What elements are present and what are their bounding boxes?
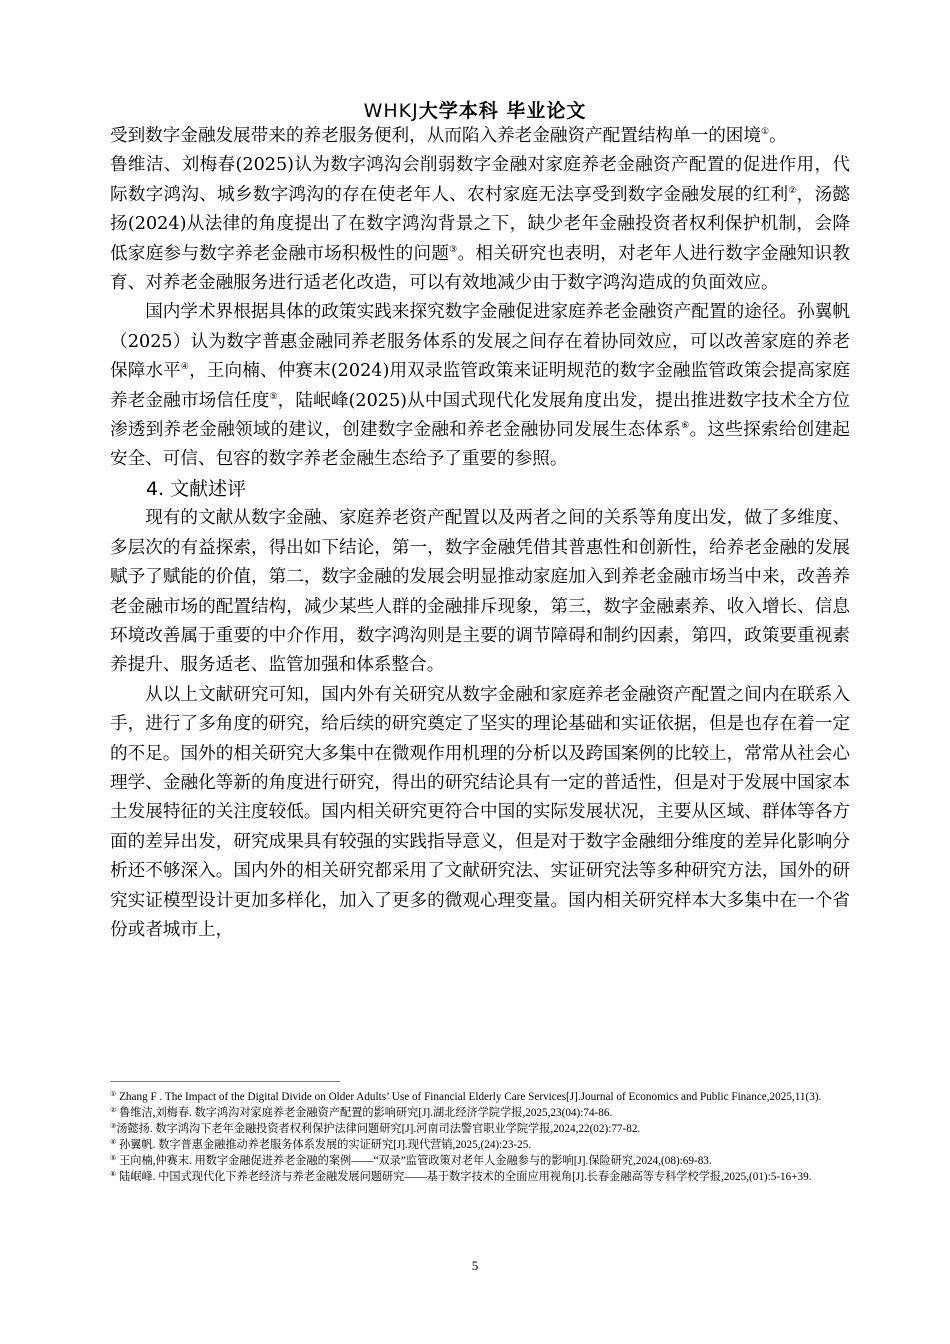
paragraph-2-text-c: 。相关研究也表明，对老年人进行数字金融知识教育、对养老金融服务进行适老化改造，可以有效地减少由于数字鸿沟造成的负面效应。 [110, 243, 850, 294]
paragraph-3-text-d: 。这些探索给创建起安全、可信、包容的数字养老金融生态给予了重要的参照。 [110, 420, 850, 470]
footnote-text-5: 王向楠,仲赛末. 用数字金融促进养老金融的案例——“双录”监管政策对老年人金融参与的影响[J].保险研究,2024,(08):69-83. [116, 1155, 712, 1167]
header-title: 大学本科 毕业论文 [418, 100, 587, 122]
footnote-mark-6: ⑥ [110, 1170, 117, 1178]
paragraph-1-end: 。 [769, 126, 787, 146]
paragraph-3-text-a: 国内学术界根据具体的政策实践来探究数字金融促进家庭养老金融资产配置的途径。孙翼帆（2025）认为数字普惠金融同养老服务体系的发展之间存在着协同效应，可以改善家庭的养老保障水平 [110, 302, 850, 382]
footnote-ref-1[interactable]: ① [760, 127, 770, 137]
paragraph-5: 从以上文献研究可知，国内外有关研究从数字金融和家庭养老金融资产配置之间内在联系入手，进行了多角度的研究，给后续的研究奠定了坚实的理论基础和实证依据，但是也存在着一定的不足。国外的相关研究大多集中在微观作用机理的分析以及跨国案例的比较上，常常从社会心理学、金融化等新的角度进行研究，得出的研究结论具有一定的普适性，但是对于发展中国家本土发展特征的关注度较低。国内相关研究更符合中国的实际发展状况，主要从区域、群体等各方面的差异出发，研究成果具有较强的实践指导意义，但是对于数字金融细分维度的差异化影响分析还不够深入。国内外的相关研究都采用了文献研究法、实证研究法等多种研究方法，国外的研究实证模型设计更加多样化，加入了更多的微观心理变量。国内相关研究样本大多集中在一个省份或者城市上， [110, 684, 850, 940]
paragraph-2-text-b: ，汤懿扬(2024)从法律的角度提出了在数字鸿沟背景之下，缺少老年金融投资者权利保护机制，会降低家庭参与数字养老金融市场积极性的问题 [110, 184, 850, 264]
footnote-text-4: 孙翼帆. 数字普惠金融推动养老服务体系发展的实证研究[J].现代营销,2025,(24):23-25. [116, 1139, 532, 1151]
section-heading: 4. 文献述评 [146, 477, 247, 500]
footnote-ref-2[interactable]: ② [788, 185, 797, 196]
footnote-text-2: 鲁维洁,刘梅春. 数字鸿沟对家庭养老金融资产配置的影响研究[J].湖北经济学院学报,2025,23(04):74-86. [116, 1107, 613, 1119]
footnote-divider [110, 1081, 340, 1082]
body-text [110, 122, 850, 945]
footnote-mark-3: ③ [110, 1122, 117, 1130]
footnote-ref-3[interactable]: ③ [449, 244, 458, 255]
footnote-ref-5[interactable]: ⑤ [269, 391, 278, 402]
footnote-2 [110, 1106, 845, 1121]
paragraph-3 [110, 298, 850, 474]
header-prefix: WHKJ [363, 100, 419, 122]
footnote-mark-4: ④ [110, 1138, 117, 1146]
footnote-6 [110, 1170, 845, 1185]
paragraph-1-text: 受到数字金融发展带来的养老服务便利，从而陷入养老金融资产配置结构单一的困境 [110, 126, 761, 146]
paragraph-3-text-b: ，王向楠、仲赛末(2024)用双录监管政策来证明规范的数字金融监管政策会提高家庭养老金融市场信任度 [110, 361, 850, 411]
paragraph-4: 现有的文献从数字金融、家庭养老资产配置以及两者之间的关系等角度出发，做了多维度、多层次的有益探索，得出如下结论，第一，数字金融凭借其普惠性和创新性，给养老金融的发展赋予了赋能的价值，第二，数字金融的发展会明显推动家庭加入到养老金融市场当中来，改善养老金融市场的配置结构，减少某些人群的金融排斥现象，第三，数字金融素养、收入增长、信息环境改善属于重要的中介作用，数字鸿沟则是主要的调节障碍和制约因素，第四，政策要重视素养提升、服务适老、监管加强和体系整合。 [110, 508, 850, 676]
footnote-5 [110, 1154, 845, 1169]
paragraph-2-text-a: 鲁维洁、刘梅春(2025)认为数字鸿沟会削弱数字金融对家庭养老金融资产配置的促进作用，代际数字鸿沟、城乡数字鸿沟的存在使老年人、农村家庭无法享受到数字金融发展的红利 [110, 155, 850, 205]
footnote-text-3: 汤懿扬. 数字鸿沟下老年金融投资者权利保护法律问题研究[J].河南司法警官职业学院学报,2024,22(02):77-82. [116, 1123, 641, 1135]
footnote-mark-5: ⑤ [110, 1154, 117, 1162]
footnote-mark-1: ① [110, 1090, 117, 1098]
page-number: 5 [471, 1258, 479, 1273]
footnote-text-6: 陆岷峰. 中国式现代化下养老经济与养老金融发展问题研究——基于数字技术的全面应用视角[J].长春金融高等专科学校学报,2025,(01):5-16+39. [116, 1171, 812, 1183]
page-header [0, 96, 950, 123]
footnote-1 [110, 1090, 845, 1105]
footnote-3 [110, 1122, 845, 1137]
footnote-4 [110, 1138, 845, 1153]
footnote-mark-2: ② [110, 1106, 117, 1114]
paragraph-2 [110, 151, 850, 298]
footnote-text-1: Zhang F . The Impact of the Digital Divide on Older Adults’ Use of Financial Elderly Care Services[J].Journal of Economics and Public Finance,2025,11(3). [116, 1091, 822, 1103]
footnotes [110, 1090, 845, 1186]
paragraph-1 [110, 122, 850, 151]
footnote-ref-6[interactable]: ⑥ [681, 421, 690, 432]
paragraph-3-text-c: ，陆岷峰(2025)从中国式现代化发展角度出发，提出推进数字技术全方位渗透到养老金融领域的建议，创建数字金融和养老金融协同发展生态体系 [110, 390, 850, 441]
footnote-ref-4[interactable]: ④ [180, 362, 190, 373]
